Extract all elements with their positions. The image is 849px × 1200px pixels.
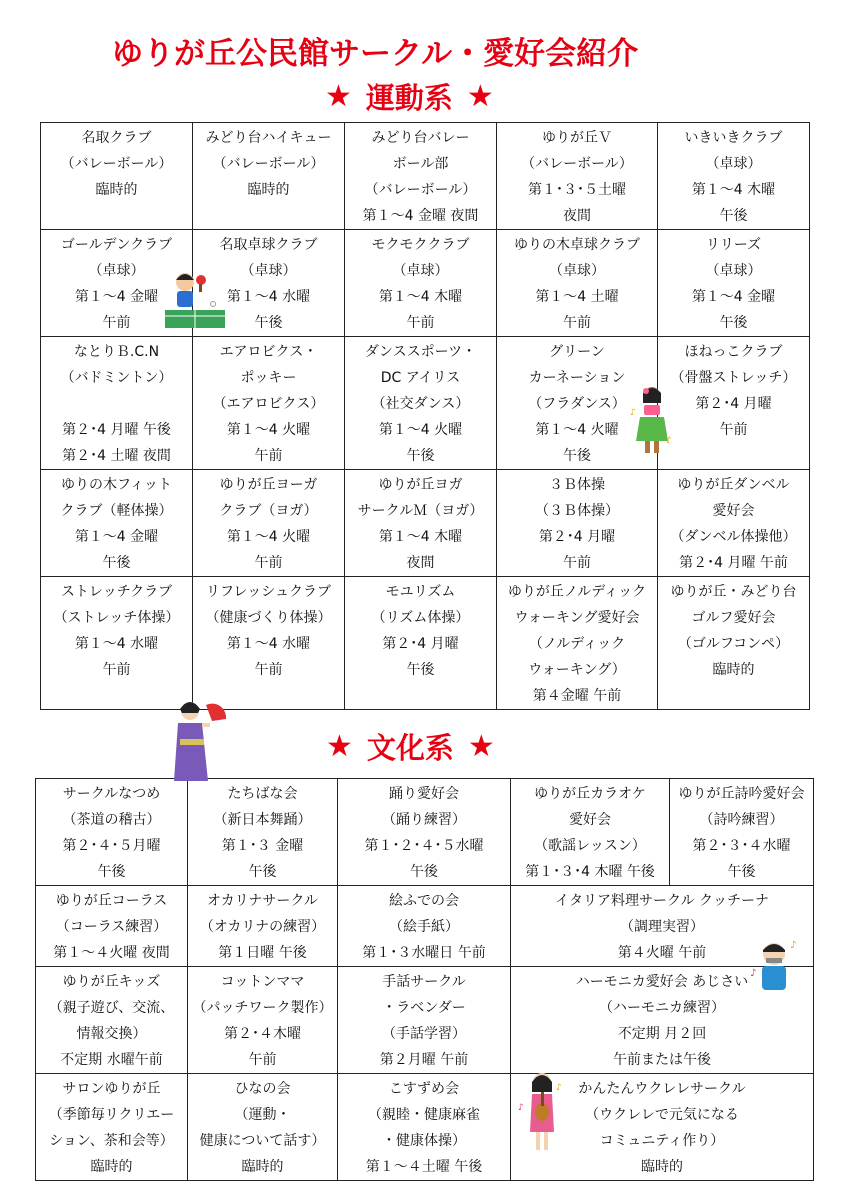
circle-detail: （季節毎リクリエー (48, 1107, 175, 1123)
circle-cell (511, 779, 670, 886)
sports-table (40, 122, 810, 710)
circle-detail: 不定期 水曜午前 (60, 1052, 163, 1068)
circle-detail: （卓球） (88, 263, 145, 279)
circle-name: いきいきクラブ (684, 130, 783, 146)
circle-detail: （コーラス練習） (55, 919, 168, 935)
circle-detail: （卓球） (549, 263, 605, 279)
circle-cell (345, 123, 497, 230)
svg-text:♪: ♪ (556, 1083, 562, 1093)
circle-detail: （卓球） (240, 263, 297, 279)
circle-detail: 午前 (563, 555, 591, 571)
circle-name: こすずめ会 (388, 1081, 460, 1097)
circle-detail: 第２･4 月曜 (695, 396, 772, 412)
circle-detail: ・ラベンダー (382, 1000, 466, 1016)
circle-detail: カーネーション (528, 370, 626, 386)
circle-detail: （手話学習） (382, 1026, 466, 1042)
circle-cell (338, 779, 511, 886)
circle-detail: コミュニティ作り） (599, 1133, 725, 1149)
circle-cell (345, 577, 497, 710)
japanese-dancer-icon (168, 699, 228, 785)
table-row (41, 230, 810, 337)
sports-heading (325, 76, 494, 117)
circle-detail: 午前 (563, 315, 591, 331)
circle-detail: 夜間 (563, 208, 591, 224)
page-title: ゆりが丘公民館サークル・愛好会紹介 (112, 36, 639, 72)
hula-dancer-icon (628, 385, 676, 457)
circle-detail: （パッチワーク製作） (192, 1000, 333, 1016)
circle-detail: （ストレッチ体操） (53, 610, 180, 626)
circle-name: なとりＢ.C.N (73, 344, 160, 360)
circle-detail: 第１〜4 火曜 (378, 422, 463, 438)
circle-detail: （バレーボール） (364, 182, 477, 198)
circle-detail: 第１〜4 水曜 (226, 289, 311, 305)
circle-cell (497, 230, 658, 337)
circle-cell (658, 337, 810, 470)
circle-detail: （新日本舞踊） (213, 812, 312, 828)
circle-detail: サークルＭ（ヨガ） (357, 503, 484, 519)
circle-name: ほねっこクラブ (684, 344, 783, 360)
circle-name: ３Ｂ体操 (549, 477, 605, 493)
circle-cell (338, 1074, 511, 1181)
circle-detail: （骨盤ストレッチ） (670, 370, 797, 386)
table-row (41, 470, 810, 577)
svg-text:♪: ♪ (518, 1103, 524, 1113)
circle-detail: （エアロビクス） (212, 396, 325, 412)
circle-name: 名取クラブ (81, 130, 152, 146)
circle-name: オカリナサークル (207, 893, 318, 909)
circle-detail: 午前 (254, 555, 283, 571)
circle-detail: 臨時的 (641, 1159, 683, 1175)
circle-cell (658, 230, 810, 337)
circle-detail: 不定期 月２回 (617, 1026, 707, 1042)
circle-cell (36, 967, 188, 1074)
circle-detail: ポッキー (240, 370, 297, 386)
circle-detail: 午後 (248, 864, 277, 880)
circle-detail: （健康づくり体操） (205, 610, 332, 626)
circle-name: ストレッチクラブ (60, 584, 173, 600)
circle-name: 踊り愛好会 (389, 786, 459, 802)
circle-detail: （ノルディック (528, 636, 626, 652)
circle-detail: ウォーキング） (528, 662, 626, 678)
circle-name: ゆりが丘カラオケ (534, 786, 646, 802)
circle-name: イタリア料理サークル クッチーナ (554, 893, 770, 909)
circle-name: ゆりが丘ダンベル (677, 477, 790, 493)
circle-detail: 午前 (406, 315, 435, 331)
circle-cell (41, 337, 193, 470)
table-row (36, 967, 814, 1074)
circle-detail: （ダンベル体操他） (670, 529, 797, 545)
circle-name: ゆりが丘キッズ (62, 974, 161, 990)
circle-detail: 第１〜4 火曜 (226, 422, 311, 438)
circle-detail: 第１･３ 金曜 (221, 838, 304, 854)
circle-detail: 第１･３･4 木曜 午後 (525, 864, 655, 880)
circle-detail: （バドミントン） (60, 370, 173, 386)
circle-detail: 第２･４･５月曜 (62, 838, 161, 854)
svg-text:♪: ♪ (630, 408, 636, 418)
star-icon: ★ (326, 729, 353, 764)
circle-detail: 第１〜4 金曜 (691, 289, 776, 305)
circle-name: ゆりが丘Ｖ (542, 130, 612, 146)
circle-cell (345, 230, 497, 337)
circle-detail: （詩吟練習） (699, 812, 784, 828)
circle-name: ゆりが丘ノルディック (507, 584, 647, 600)
circle-detail: 午後 (97, 864, 126, 880)
circle-detail: 臨時的 (247, 182, 290, 198)
circle-detail: 午後 (102, 555, 131, 571)
circle-name: モユリズム (385, 584, 456, 600)
circle-name: ゆりが丘ヨガ (378, 477, 463, 493)
circle-detail: （３Ｂ体操） (535, 503, 619, 519)
circle-detail: （オカリナの練習） (199, 919, 326, 935)
circle-cell (497, 123, 658, 230)
circle-detail: 午後 (406, 448, 435, 464)
circle-cell (345, 337, 497, 470)
circle-name: 絵ふでの会 (389, 893, 459, 909)
table-tennis-player-icon (163, 266, 229, 332)
circle-detail: 臨時的 (95, 182, 138, 198)
circle-detail: 午後 (406, 662, 435, 678)
circle-detail: （リズム体操） (371, 610, 470, 626)
circle-name: ゆりが丘詩吟愛好会 (678, 786, 805, 802)
svg-text:♪: ♪ (666, 436, 672, 446)
circle-detail: ション、茶和会等） (49, 1133, 174, 1149)
circle-detail: クラブ（軽体操） (60, 503, 173, 519)
circle-detail: 午後 (410, 864, 438, 880)
circle-detail: 第１･３･５土曜 (528, 182, 626, 198)
circle-detail: 第１〜4 木曜 (378, 529, 463, 545)
circle-detail: 第１〜4 水曜 (74, 636, 159, 652)
circle-name: ひなの会 (234, 1081, 291, 1097)
ukulele-girl-icon (516, 1070, 568, 1156)
circle-detail: （フラダンス） (528, 396, 626, 412)
circle-detail: （親睦・健康麻雀 (368, 1107, 480, 1123)
circle-cell (41, 470, 193, 577)
harmonica-boy-icon (750, 936, 800, 996)
circle-detail: クラブ（ヨガ） (219, 503, 318, 519)
circle-name: ゆりが丘・みどり台 (670, 584, 797, 600)
circle-name: リリーズ (705, 237, 762, 253)
circle-detail: ウォーキング愛好会 (514, 610, 640, 626)
circle-detail: 午前 (254, 448, 283, 464)
circle-detail: （社交ダンス） (371, 396, 470, 412)
circle-name: ゆりが丘ヨーガ (219, 477, 318, 493)
circle-name: グリーン (549, 344, 605, 360)
circle-detail: 第１〜４土曜 午後 (365, 1159, 483, 1175)
table-row (36, 886, 814, 967)
circle-name: ハーモニカ愛好会 あじさい (575, 974, 749, 990)
circle-detail: 第１〜４火曜 夜間 (53, 945, 170, 961)
circle-detail: （絵手紙） (389, 919, 459, 935)
circle-cell (188, 779, 338, 886)
circle-detail: （歌謡レッスン） (534, 838, 646, 854)
circle-name: 手話サークル (382, 974, 466, 990)
circle-cell (670, 779, 814, 886)
circle-detail: ・健康体操） (382, 1133, 466, 1149)
circle-cell (338, 886, 511, 967)
circle-detail: 午後 (727, 864, 756, 880)
circle-detail: （茶道の稽古） (62, 812, 161, 828)
circle-detail: 第２･４木曜 (224, 1026, 301, 1042)
circle-detail: 第２月曜 午前 (379, 1052, 469, 1068)
circle-detail: 午前 (248, 1052, 277, 1068)
circle-detail (41, 391, 192, 417)
circle-cell (36, 1074, 188, 1181)
circle-cell (188, 967, 338, 1074)
circle-detail: 第２･4 月曜 午後 (62, 422, 171, 438)
circle-cell (338, 967, 511, 1074)
circle-cell (36, 886, 188, 967)
circle-detail: DC アイリス (380, 370, 461, 386)
circle-detail: 午後 (719, 315, 748, 331)
circle-detail: 健康について話す） (199, 1133, 326, 1149)
circle-detail: ゴルフ愛好会 (691, 610, 776, 626)
circle-detail: （ゴルフコンペ） (677, 636, 790, 652)
circle-name: エアロビクス・ (219, 344, 318, 360)
circle-detail: 第１〜4 木曜 (378, 289, 463, 305)
circle-name: ゆりの木フィット (61, 477, 172, 493)
circle-cell (193, 577, 345, 710)
circle-detail: 第２･３･４水曜 (692, 838, 791, 854)
circle-name: ゆりの木卓球クラブ (514, 237, 640, 253)
circle-cell (497, 577, 658, 710)
circle-detail: 第２･4 土曜 夜間 (62, 448, 171, 464)
table-row (36, 1074, 814, 1181)
svg-text:♪: ♪ (790, 940, 797, 951)
circle-detail: 第２･4 月曜 (538, 529, 616, 545)
culture-table (35, 778, 814, 1181)
circle-name: 名取卓球クラブ (219, 237, 318, 253)
circle-detail: 第１〜4 土曜 (535, 289, 619, 305)
sports-heading-label: 運動系 (365, 81, 453, 115)
circle-detail: 午前 (102, 662, 131, 678)
circle-detail: 情報交換） (76, 1026, 147, 1042)
circle-cell (193, 123, 345, 230)
circle-detail: （踊り練習） (382, 812, 466, 828)
circle-cell (36, 779, 188, 886)
circle-detail: （バレーボール） (60, 156, 173, 172)
circle-detail: （卓球） (705, 156, 762, 172)
star-icon: ★ (467, 729, 495, 764)
table-row (36, 779, 814, 886)
circle-name: みどり台バレー (371, 130, 470, 146)
circle-name: サークルなつめ (62, 786, 161, 802)
table-row (41, 577, 810, 710)
circle-detail: 第１･２･４･５水曜 (364, 838, 484, 854)
circle-detail: 第４金曜 午前 (532, 688, 622, 704)
table-row (41, 337, 810, 470)
circle-detail: 第１･３水曜日 午前 (362, 945, 486, 961)
circle-detail: 午前 (102, 315, 131, 331)
circle-cell (658, 577, 810, 710)
circle-detail: 午前または午後 (613, 1052, 711, 1068)
circle-name: ゆりが丘コーラス (55, 893, 168, 909)
circle-detail: 第１〜4 金曜 (74, 289, 159, 305)
circle-detail: 午前 (254, 662, 283, 678)
circle-detail: 第１〜4 水曜 (226, 636, 311, 652)
star-icon: ★ (466, 79, 494, 114)
circle-detail: ボール部 (392, 156, 449, 172)
table-row (41, 123, 810, 230)
circle-detail: 第１〜4 金曜 (74, 529, 159, 545)
circle-name: ダンススポーツ・ (364, 344, 477, 360)
circle-detail: 臨時的 (712, 662, 755, 678)
circle-detail: 第１〜4 金曜 夜間 (362, 208, 479, 224)
circle-cell (188, 886, 338, 967)
circle-name: ゴールデンクラブ (60, 237, 173, 253)
svg-text:♪: ♪ (750, 968, 757, 979)
circle-detail: 午前 (719, 422, 748, 438)
circle-detail: 第１〜4 木曜 (691, 182, 776, 198)
circle-cell (193, 470, 345, 577)
circle-name: たちばな会 (227, 786, 298, 802)
circle-detail: （調理実習） (620, 919, 704, 935)
culture-heading-label: 文化系 (366, 731, 454, 765)
circle-detail: （バレーボール） (212, 156, 325, 172)
circle-cell (658, 123, 810, 230)
circle-detail: 第２･4 月曜 (382, 636, 459, 652)
circle-cell (658, 470, 810, 577)
circle-detail: 第１〜4 火曜 (226, 529, 311, 545)
circle-cell (41, 577, 193, 710)
circle-name: かんたんウクレレサークル (578, 1081, 746, 1097)
circle-name: サロンゆりが丘 (62, 1081, 161, 1097)
star-icon: ★ (325, 79, 352, 114)
circle-detail: 第１日曜 午後 (218, 945, 307, 961)
circle-detail: （運動・ (234, 1107, 291, 1123)
circle-detail: 第２･4 月曜 午前 (679, 555, 788, 571)
circle-detail: （卓球） (392, 263, 449, 279)
circle-detail: 午後 (563, 448, 591, 464)
circle-detail: 臨時的 (241, 1159, 284, 1175)
circle-detail: 愛好会 (569, 812, 611, 828)
circle-detail: 午後 (254, 315, 283, 331)
circle-name: みどり台ハイキュー (205, 130, 332, 146)
circle-detail: 第１〜4 火曜 (535, 422, 619, 438)
circle-name: モクモククラブ (371, 237, 470, 253)
circle-detail: 午後 (719, 208, 748, 224)
circle-cell (193, 337, 345, 470)
circle-detail: （ウクレレで元気になる (585, 1107, 739, 1123)
circle-detail: 第４火曜 午前 (617, 945, 707, 961)
circle-cell (41, 123, 193, 230)
circle-detail: （卓球） (705, 263, 762, 279)
circle-detail: 臨時的 (90, 1159, 133, 1175)
circle-detail: （親子遊び、交流、 (48, 1000, 175, 1016)
circle-detail: 夜間 (406, 555, 435, 571)
circle-detail: 愛好会 (712, 503, 755, 519)
circle-cell (497, 470, 658, 577)
circle-detail: （バレーボール） (521, 156, 633, 172)
culture-heading (326, 726, 495, 767)
circle-detail: （ハーモニカ練習） (599, 1000, 725, 1016)
circle-name: リフレッシュクラブ (205, 584, 332, 600)
circle-cell (188, 1074, 338, 1181)
circle-cell (345, 470, 497, 577)
circle-name: コットンママ (220, 974, 305, 990)
